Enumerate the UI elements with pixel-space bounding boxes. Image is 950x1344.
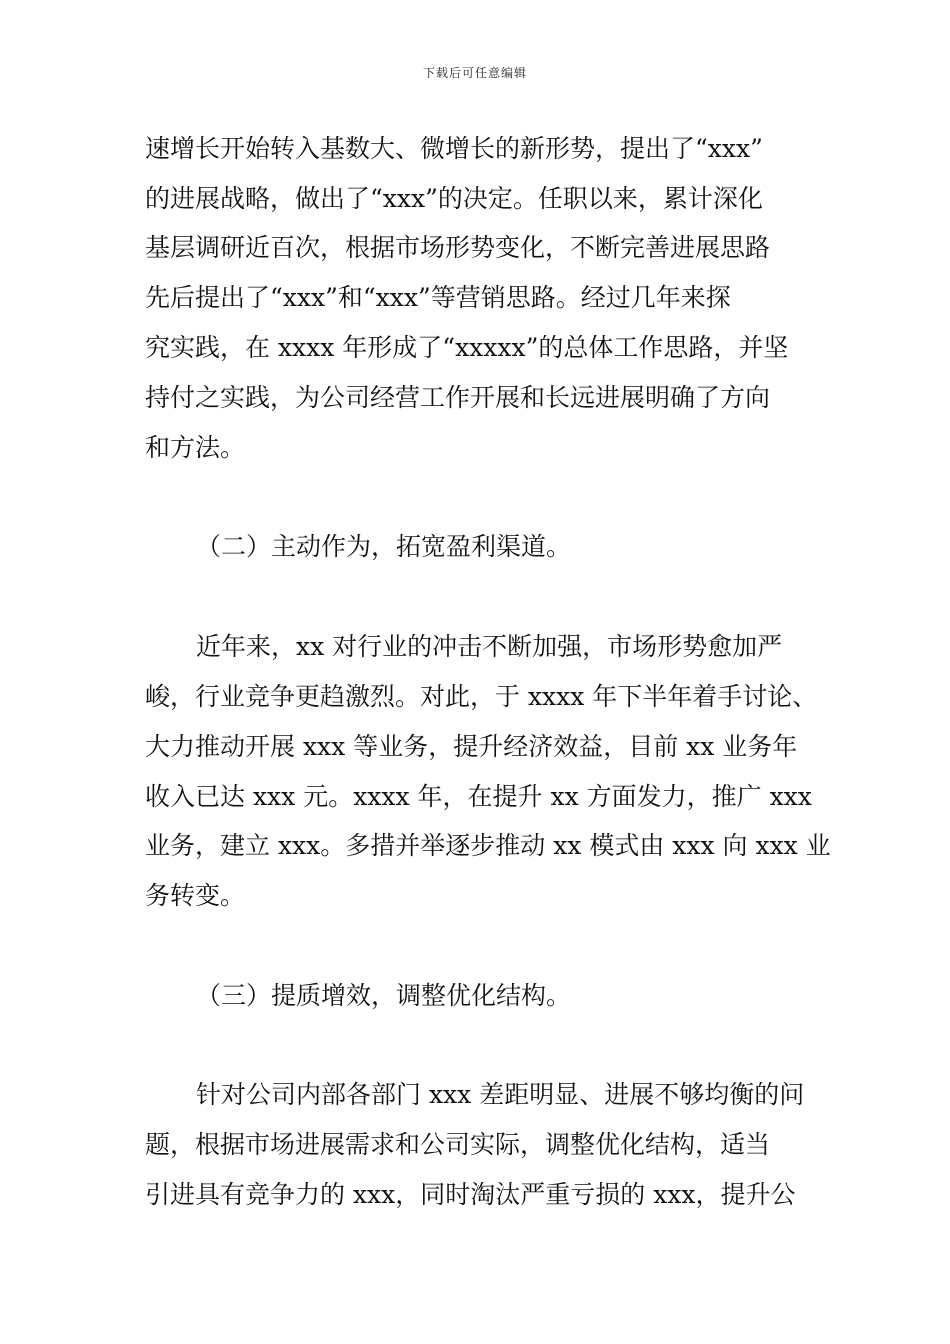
paragraph-1-line-1: 速增长开始转入基数大、微增长的新形势，提出了“xxx” [145,134,763,163]
paragraph-1-line-2: 的进展战略，做出了“xxx”的决定。任职以来，累计深化 [145,184,763,213]
paragraph-1-line-3: 基层调研近百次，根据市场形势变化，不断完善进展思路 [145,233,771,262]
paragraph-2-line-4: 收入已达 xxx 元。xxxx 年，在提升 xx 方面发力，推广 xxx [145,782,812,811]
paragraph-3-line-3: 引进具有竞争力的 xxx，同时淘汰严重亏损的 xxx，提升公 [145,1180,796,1209]
paragraph-3-line-1: 针对公司内部各部门 xxx 差距明显、进展不够均衡的问 [196,1080,805,1109]
paragraph-2-line-5: 业务，建立 xxx。多措并举逐步推动 xx 模式由 xxx 向 xxx 业 [145,831,831,860]
paragraph-2-line-1: 近年来，xx 对行业的冲击不断加强，市场形势愈加严 [196,632,783,661]
section-heading-3: （三）提质增效，调整优化结构。 [196,981,572,1010]
page-header: 下载后可任意编辑 [422,66,527,80]
paragraph-1-line-7: 和方法。 [145,433,246,462]
paragraph-1-line-5: 究实践，在 xxxx 年形成了“xxxxx”的总体工作思路，并坚 [145,333,789,362]
paragraph-1-line-4: 先后提出了“xxx”和“xxx”等营销思路。经过几年来探 [145,283,731,312]
paragraph-2-line-2: 峻，行业竞争更趋激烈。对此，于 xxxx 年下半年着手讨论、 [145,682,818,711]
paragraph-1-line-6: 持付之实践，为公司经营工作开展和长远进展明确了方向 [145,383,771,412]
paragraph-2-line-6: 务转变。 [145,881,246,910]
paragraph-3-line-2: 题，根据市场进展需求和公司实际，调整优化结构，适当 [145,1130,771,1159]
section-heading-2: （二）主动作为，拓宽盈利渠道。 [196,532,572,561]
paragraph-2-line-3: 大力推动开展 xxx 等业务，提升经济效益，目前 xx 业务年 [145,732,798,761]
